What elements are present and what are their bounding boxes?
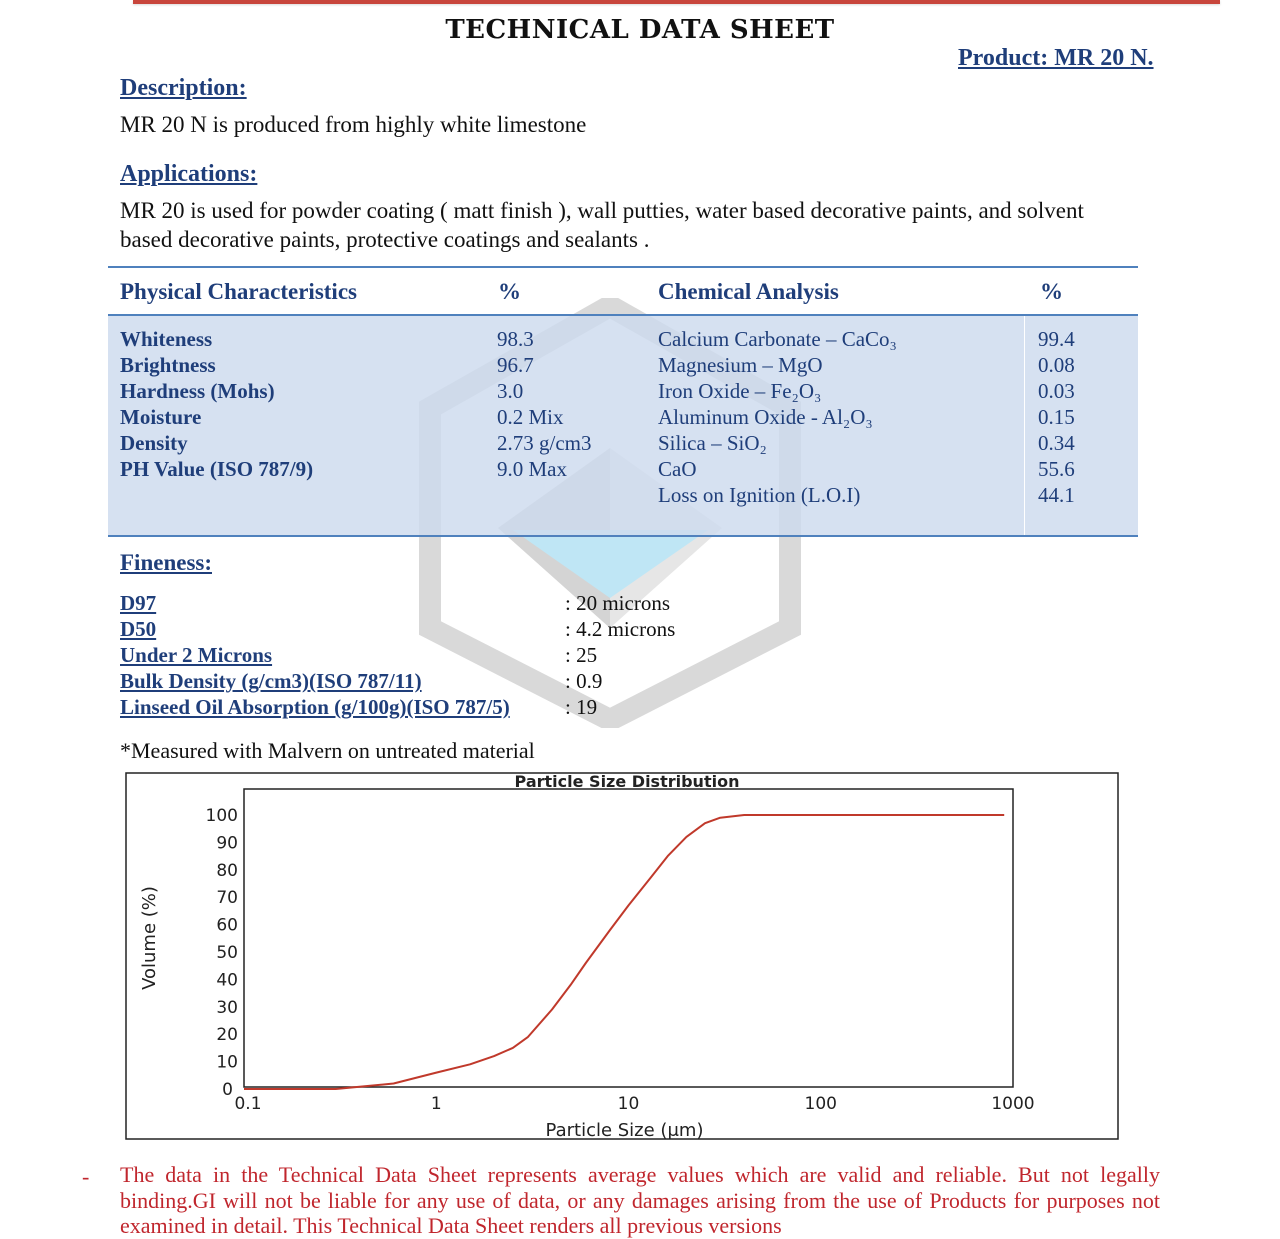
physical-labels-column: [120, 326, 313, 482]
x-axis-label: Particle Size (μm): [545, 1120, 704, 1141]
physical-percent-header: %: [498, 279, 521, 304]
physical-value: 98.3: [497, 327, 534, 351]
disclaimer-text: The data in the Technical Data Sheet represents average values which are valid and reliable. But not legally binding.GI will not be liable for any use of data, or any damages arising from the use of Products for purposes not examined in detail. This Technical Data Sheet renders all previous versions: [120, 1162, 1160, 1238]
chemical-value: 0.08: [1038, 353, 1075, 377]
applications-text-line2: based decorative paints, protective coatings and sealants .: [120, 227, 650, 252]
measurement-note: *Measured with Malvern on untreated material: [120, 738, 535, 763]
y-tick-label: 40: [216, 970, 238, 991]
table-top-border: [108, 266, 1138, 268]
document-title: TECHNICAL DATA SHEET: [445, 15, 835, 45]
chemical-labels-column: [658, 326, 897, 508]
y-tick-label: 80: [216, 860, 238, 881]
disclaimer-dash: -: [82, 1164, 90, 1189]
physical-value: 2.73 g/cm3: [497, 431, 592, 455]
description-text: MR 20 N is produced from highly white limestone: [120, 112, 587, 137]
y-tick-label: 10: [216, 1052, 238, 1073]
physical-value: 96.7: [497, 353, 534, 377]
applications-heading: Applications:: [120, 161, 258, 187]
physical-label: Hardness (Mohs): [120, 379, 275, 403]
physical-label: Whiteness: [120, 327, 213, 351]
chemical-label: Calcium Carbonate – CaCo₃: [658, 327, 897, 351]
chemical-label: Aluminum Oxide - Al₂O₃: [658, 405, 873, 429]
physical-value: 0.2 Mix: [497, 405, 564, 429]
y-tick-label: 90: [216, 833, 238, 854]
y-tick-label: 30: [216, 997, 238, 1018]
physical-label: Brightness: [120, 353, 216, 377]
x-tick-label: 0.1: [234, 1094, 262, 1114]
chemical-value: 99.4: [1038, 327, 1075, 351]
fineness-values-column: [565, 590, 675, 720]
chemical-label: Loss on Ignition (L.O.I): [658, 483, 861, 507]
x-tick-label: 100: [804, 1094, 837, 1114]
physical-label: Moisture: [120, 405, 202, 429]
product-name: Product: MR 20 N.: [958, 45, 1154, 71]
y-tick-label: 0: [222, 1080, 233, 1100]
physical-value: 3.0: [497, 379, 524, 403]
fineness-value: : 0.9: [565, 669, 603, 693]
top-red-rule: [133, 0, 1220, 4]
physical-label: PH Value (ISO 787/9): [120, 457, 314, 481]
y-tick-label: 70: [216, 888, 238, 909]
y-tick-label: 60: [216, 915, 238, 936]
chemical-label: Silica – SiO₂: [658, 431, 767, 455]
applications-text-line1: MR 20 is used for powder coating ( matt finish ), wall putties, water based decorative paints, and solvent: [120, 198, 1084, 223]
fineness-label: Under 2 Microns: [120, 643, 273, 667]
chart-title: Particle Size Distribution: [514, 772, 740, 791]
chart-outer-frame: [126, 773, 1118, 1139]
y-tick-label: 50: [216, 943, 238, 963]
chemical-values-column: [1038, 326, 1075, 508]
chemical-value: 55.6: [1038, 457, 1075, 481]
x-tick-label: 1: [430, 1094, 442, 1114]
fineness-heading: Fineness:: [120, 550, 212, 575]
physical-label: Density: [120, 431, 188, 455]
chemical-value: 0.03: [1038, 379, 1075, 403]
particle-size-chart: [125, 772, 1119, 1147]
y-axis-label: Volume (%): [139, 886, 160, 990]
fineness-value: : 19: [565, 695, 598, 719]
table-header-border: [108, 314, 1138, 316]
physical-characteristics-header: Physical Characteristics: [120, 279, 357, 304]
x-tick-label: 1000: [991, 1094, 1035, 1114]
fineness-value: : 4.2 microns: [565, 617, 676, 641]
y-tick-label: 100: [205, 806, 238, 826]
fineness-label: Bulk Density (g/cm3)(ISO 787/11): [120, 669, 422, 693]
chemical-percent-header: %: [1040, 279, 1063, 304]
fineness-label: Linseed Oil Absorption (g/100g)(ISO 787/5): [120, 695, 510, 719]
chemical-value: 44.1: [1038, 483, 1075, 507]
fineness-label: D50: [120, 617, 157, 641]
physical-values-column: [497, 326, 592, 482]
table-bottom-border: [108, 535, 1138, 537]
physical-value: 9.0 Max: [497, 457, 567, 481]
particle-size-chart-svg: [125, 772, 1119, 1142]
table-column-divider: [1024, 316, 1025, 535]
chemical-label: CaO: [658, 457, 697, 481]
description-heading: Description:: [120, 75, 247, 101]
y-tick-label: 20: [216, 1025, 238, 1046]
chemical-label: Magnesium – MgO: [658, 353, 823, 377]
chemical-value: 0.15: [1038, 405, 1075, 429]
chemical-label: Iron Oxide – Fe₂O₃: [658, 379, 822, 403]
fineness-value: : 25: [565, 643, 598, 667]
chemical-value: 0.34: [1038, 431, 1075, 455]
fineness-value: : 20 microns: [565, 591, 670, 615]
fineness-label: D97: [120, 591, 157, 615]
x-tick-label: 10: [617, 1094, 640, 1114]
chemical-analysis-header: Chemical Analysis: [658, 279, 839, 304]
fineness-labels-column: [120, 590, 510, 720]
